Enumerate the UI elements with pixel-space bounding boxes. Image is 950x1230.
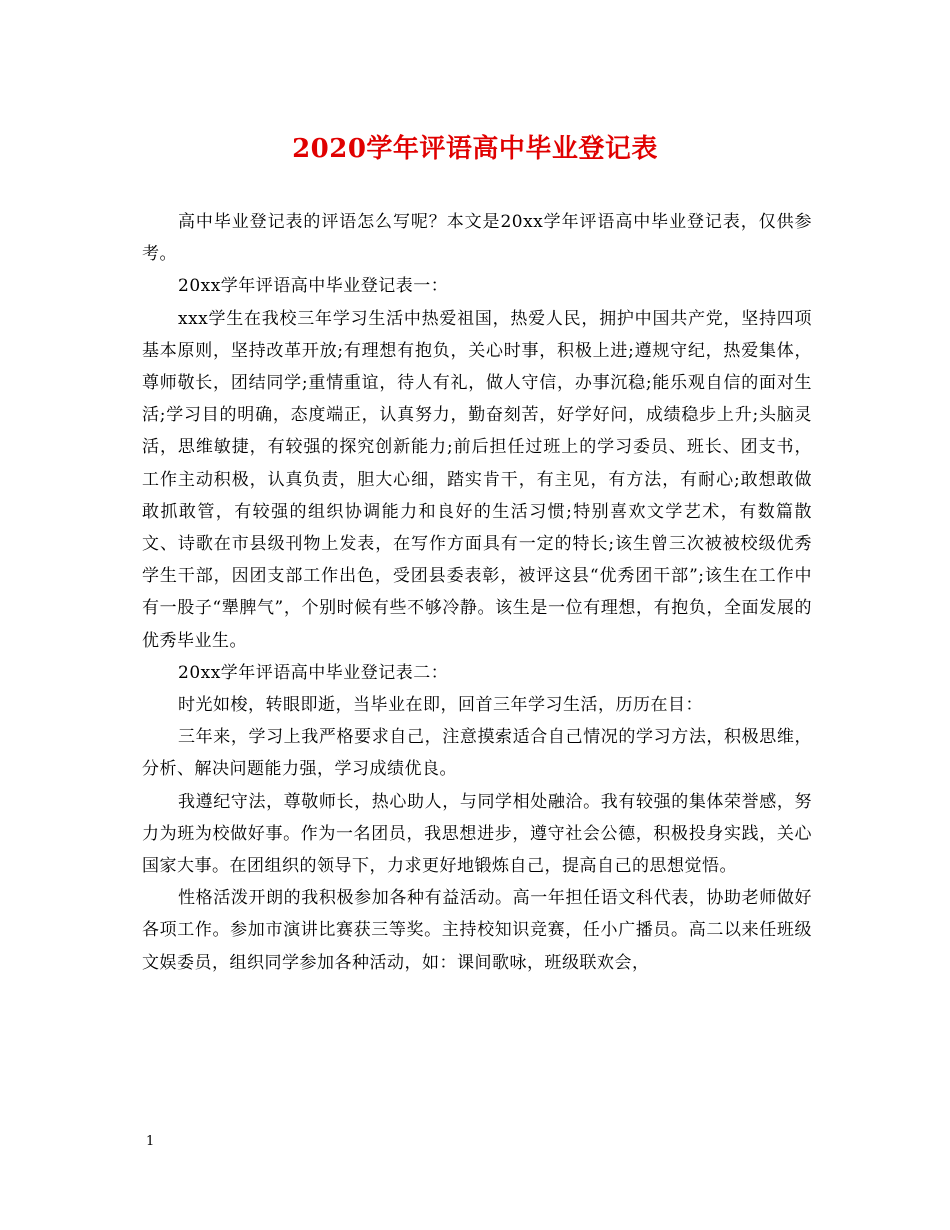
comment-two-paragraph-1: 时光如梭，转眼即逝，当毕业在即，回首三年学习生活，历历在目：	[178, 695, 703, 716]
document-title: 2020学年评语高中毕业登记表	[292, 134, 658, 164]
section-heading-two: 20xx学年评语高中毕业登记表二：	[178, 662, 449, 683]
comment-two-paragraph-3: 我遵纪守法，尊敬师长，热心助人，与同学相处融洽。我有较强的集体荣誉感，努 力为班为校做好事。作为一名团员，我思想进步，遵守社会公德，积极投身实践，关心国家大事。在团组织的领导下，力求更好地锻炼自己，提高自己的思想觉悟。	[142, 791, 812, 877]
intro-paragraph: 高中毕业登记表的评语怎么写呢？本文是20xx学年评语高中毕业登记表，仅供参考。	[142, 212, 812, 265]
comment-two-paragraph-4: 性格活泼开朗的我积极参加各种有益活动。高一年担任语文科代表，协助老师做好各项工作。参加市演讲比赛获三等奖。主持校知识竞赛，任小广播员。高二以来任班级文娱委员，组织同学参加各种活动，如：课间歌咏，班级联欢会，	[142, 888, 812, 973]
section-heading-one: 20xx学年评语高中毕业登记表一：	[178, 276, 449, 297]
page-number: 1	[146, 1134, 155, 1149]
document-body	[142, 206, 812, 979]
comment-two-paragraph-2: 三年来，学习上我严格要求自己，注意摸索适合自己情况的学习方法，积极思维，分析、解决问题能力强，学习成绩优良。	[142, 727, 812, 780]
comment-one-paragraph: xxx学生在我校三年学习生活中热爱祖国，热爱人民，拥护中国共产党，坚持四项基本原则，坚持改革开放;有理想有抱负，关心时事，积极上进;遵规守纪，热爱集体，尊师敬长，团结同学;重情重谊，待人有礼，做人守信，办事沉稳;能乐观自信的面对生活;学习目的明确，态度端正，认真努力，勤奋刻苦，好学好问，成绩稳步上升;头脑灵活，思维敏捷，有较强的探究创新能力;前后担任过班上的学习委员、班长、团支书，工作主动积极，认真负责，胆大心细，踏实肯干，有主见，有方法，有耐心;敢想敢做敢抓敢管，有较强的组织协调能力和良好的生活习惯;特别喜欢文学艺术，有数篇散文、诗歌在市县级刊物上发表，在写作方面具有一定的特长;该生曾三次被被校级优秀学生干部，因团支部工作出色，受团县委表彰，被评这县“优秀团干部”;该生在工作中有一股子“犟脾气”，个别时候有些不够冷静。该生是一位有理想，有抱负，全面发展的优秀毕业生。	[142, 308, 812, 651]
